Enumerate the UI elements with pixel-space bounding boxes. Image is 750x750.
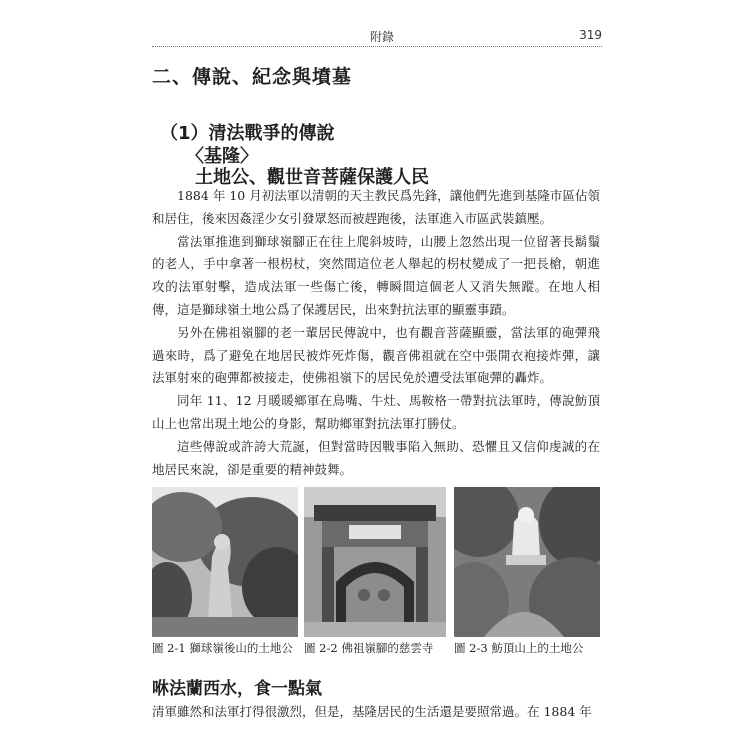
paragraph: 1884 年 10 月初法軍以清朝的天主教民爲先鋒，讓他們先進到基隆市區佔領和居住，後來因姦淫少女引發眾怒而被趕跑後，法軍進入市區武裝鎮壓。 [152, 188, 600, 226]
figure-photo-tudigong-fangding-hill [454, 487, 600, 637]
figure-caption: 圖 2-3 魴頂山上的土地公 [454, 641, 584, 655]
running-header [152, 28, 602, 48]
figure-photo-tudigong-lion-ridge [152, 487, 298, 637]
figure-caption: 圖 2-2 佛祖嶺腳的慈雲寺 [304, 641, 434, 655]
header-title: 附錄 [370, 30, 395, 44]
figure-photo-ciyun-temple [304, 487, 446, 637]
section-title: 二、傳說、紀念與墳墓 [152, 66, 353, 88]
page-number: 319 [579, 28, 602, 42]
body-text [152, 185, 600, 481]
subsection-title: （1）清法戰爭的傳說 [160, 123, 335, 144]
paragraph: 清軍雖然和法軍打得很激烈，但是，基隆居民的生活還是要照常過。在 1884 年 [152, 704, 592, 719]
subsection-subtitle: 土地公、觀世音菩薩保護人民 [195, 167, 429, 188]
paragraph: 同年 11、12 月暖暖鄉軍在鳥嘴、牛灶、馬鞍格一帶對抗法軍時，傳說魴頂山上也常出現土地公的身影，幫助鄉軍對抗法軍打勝仗。 [152, 393, 600, 431]
paragraph: 當法軍推進到獅球嶺腳正在往上爬斜坡時，山腰上忽然出現一位留著長鬍鬚的老人，手中拿著一根枴杖，突然間這位老人舉起的枴杖變成了一把長槍，朝進攻的法軍射擊，造成法軍一些傷亡後，轉瞬間這個老人又消失無蹤。在地人相傳，這是獅球嶺土地公爲了保護居民，出來對抗法軍的顯靈事蹟。 [152, 233, 600, 317]
paragraph: 另外在佛祖嶺腳的老一輩居民傳說中，也有觀音菩薩顯靈，當法軍的砲彈飛過來時，爲了避免在地居民被炸死炸傷，觀音佛祖就在空中張開衣袍接炸彈，讓法軍射來的砲彈都被接走，使佛祖嶺下的居民免於遭受法軍砲彈的轟炸。 [152, 324, 600, 386]
header-divider [152, 46, 602, 47]
section-heading: 咻法蘭西水，食一點氣 [152, 679, 322, 699]
paragraph: 這些傳說或許誇大荒誕，但對當時因戰事陷入無助、恐懼且又信仰虔誠的在地居民來說，卻是重要的精神鼓舞。 [152, 438, 600, 477]
subsection-region: 〈基隆〉 [186, 146, 258, 167]
figure-caption: 圖 2-1 獅球嶺後山的土地公 [152, 641, 293, 655]
